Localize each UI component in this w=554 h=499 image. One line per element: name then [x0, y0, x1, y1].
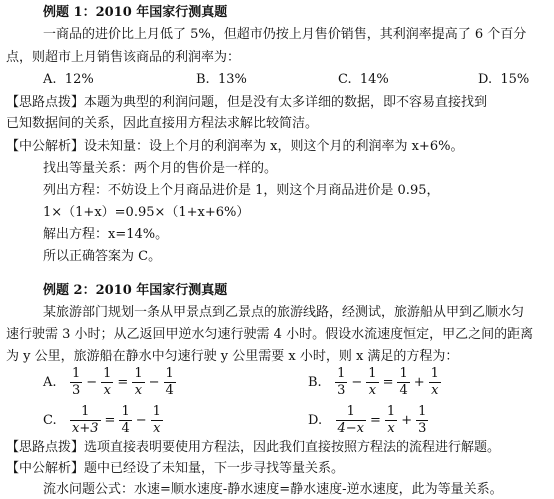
math-operator: +: [401, 413, 413, 428]
example2-question-line1: 某旅游部门规划一条从甲景点到乙景点的旅游线路，经测试，旅游船从甲到乙顺水匀: [43, 305, 525, 320]
example1-option-a: A. 12%: [43, 72, 94, 87]
fraction: [119, 404, 131, 437]
denominator: x: [368, 383, 377, 398]
example2-option-d: [308, 404, 429, 437]
fraction: [416, 404, 428, 437]
fraction: [70, 366, 82, 399]
math-operator: −: [135, 413, 147, 428]
math-operator: −: [148, 375, 160, 390]
example1-question-line1: 一商品的进价比上月低了 5%，但超市仍按上月售价销售，其利润率提高了 6 个百分: [43, 27, 527, 42]
numerator: 1: [418, 404, 427, 419]
example1-equation: 1×（1+x）=0.95×（1+x+6%）: [43, 205, 250, 220]
math-operator: =: [117, 375, 129, 390]
example1-answer: 所以正确答案为 C。: [43, 249, 162, 264]
fraction: [70, 404, 101, 437]
fraction: [164, 366, 176, 399]
example2-question-line2: 速行驶需 3 小时；从乙返回甲逆水匀速行驶需 4 小时。假设水流速度恒定，甲乙之间的距离: [6, 327, 534, 342]
math-operator: =: [382, 375, 394, 390]
math-operator: −: [86, 375, 98, 390]
numerator: 1: [337, 366, 346, 381]
fraction: [151, 404, 163, 437]
example2-question-line3: 为 y 公里，旅游船在静水中匀速行驶 y 公里需要 x 小时，则 x 满足的方程为：: [6, 349, 459, 364]
fraction: [397, 366, 409, 399]
example1-analysis-line1: 【中公解析】设未知量：设上个月的利润率为 x，则这个月的利润率为 x+6%。: [6, 139, 464, 154]
denominator: 4: [399, 383, 408, 398]
example2-hint: 【思路点拨】选项直接表明要使用方程法，因此我们直接按照方程法的流程进行解题。: [6, 440, 501, 455]
numerator: 1: [121, 404, 130, 419]
example1-hint-line2: 已知数据间的关系，因此直接用方程法求解比较简洁。: [6, 116, 319, 131]
example2-option-a: [43, 366, 177, 399]
example2-option-c: [43, 404, 164, 437]
denominator: x: [153, 421, 161, 436]
denominator: x: [103, 383, 111, 398]
example2-analysis-line2: 流水问题公式：水速=顺水速度-静水速度=静水速度-逆水速度，此为等量关系。: [43, 482, 503, 497]
example1-analysis-line5: 解出方程：x=14%。: [43, 227, 169, 242]
denominator: x+3: [72, 421, 99, 436]
denominator: 3: [418, 421, 427, 436]
example1-option-d: D. 15%: [478, 72, 530, 87]
example2-option-b: [308, 366, 442, 399]
denominator: x: [387, 421, 395, 436]
numerator: 1: [399, 366, 408, 381]
denominator: 3: [337, 383, 346, 398]
numerator: 1: [71, 366, 81, 381]
fraction: [385, 404, 397, 437]
numerator: 1: [103, 366, 112, 381]
fraction: [132, 366, 144, 399]
numerator: 1: [386, 404, 396, 419]
option-label: A.: [43, 375, 57, 390]
numerator: 1: [152, 404, 161, 419]
fraction: [101, 366, 113, 399]
numerator: 1: [368, 366, 377, 381]
fraction: [335, 366, 347, 399]
example1-hint-line1: 【思路点拨】本题为典型的利润问题，但是没有太多详细的数据，即不容易直接找到: [6, 95, 488, 110]
denominator: 3: [71, 383, 81, 398]
example2-title: 例题 2：2010 年国家行测真题: [43, 283, 228, 298]
example1-question-line2: 点，则超市上月销售该商品的利润率为：: [6, 50, 241, 65]
example1-title: 例题 1：2010 年国家行测真题: [43, 5, 228, 20]
fraction: [366, 366, 378, 399]
denominator: x: [431, 383, 439, 398]
math-operator: −: [351, 375, 363, 390]
option-label: C.: [43, 413, 57, 428]
math-operator: +: [413, 375, 425, 390]
numerator: 1: [70, 404, 101, 421]
example1-analysis-line2: 找出等量关系：两个月的售价是一样的。: [43, 161, 278, 176]
numerator: 1: [336, 404, 367, 421]
example1-option-c: C. 14%: [338, 72, 389, 87]
fraction: [336, 404, 367, 437]
numerator: 1: [165, 366, 174, 381]
denominator: 4: [165, 383, 174, 398]
option-label: D.: [308, 413, 323, 428]
math-operator: =: [370, 413, 381, 428]
option-label: B.: [308, 375, 322, 390]
example2-analysis-line1: 【中公解析】题中已经设了未知量，下一步寻找等量关系。: [6, 461, 345, 476]
fraction: [429, 366, 441, 399]
denominator: 4: [121, 421, 130, 436]
denominator: x: [134, 383, 143, 398]
example1-option-b: B. 13%: [196, 72, 247, 87]
numerator: 1: [134, 366, 143, 381]
denominator: 4−x: [337, 421, 364, 436]
math-operator: =: [104, 413, 116, 428]
numerator: 1: [430, 366, 439, 381]
example1-analysis-line3: 列出方程：不妨设上个月商品进价是 1，则这个月商品进价是 0.95，: [43, 183, 440, 198]
